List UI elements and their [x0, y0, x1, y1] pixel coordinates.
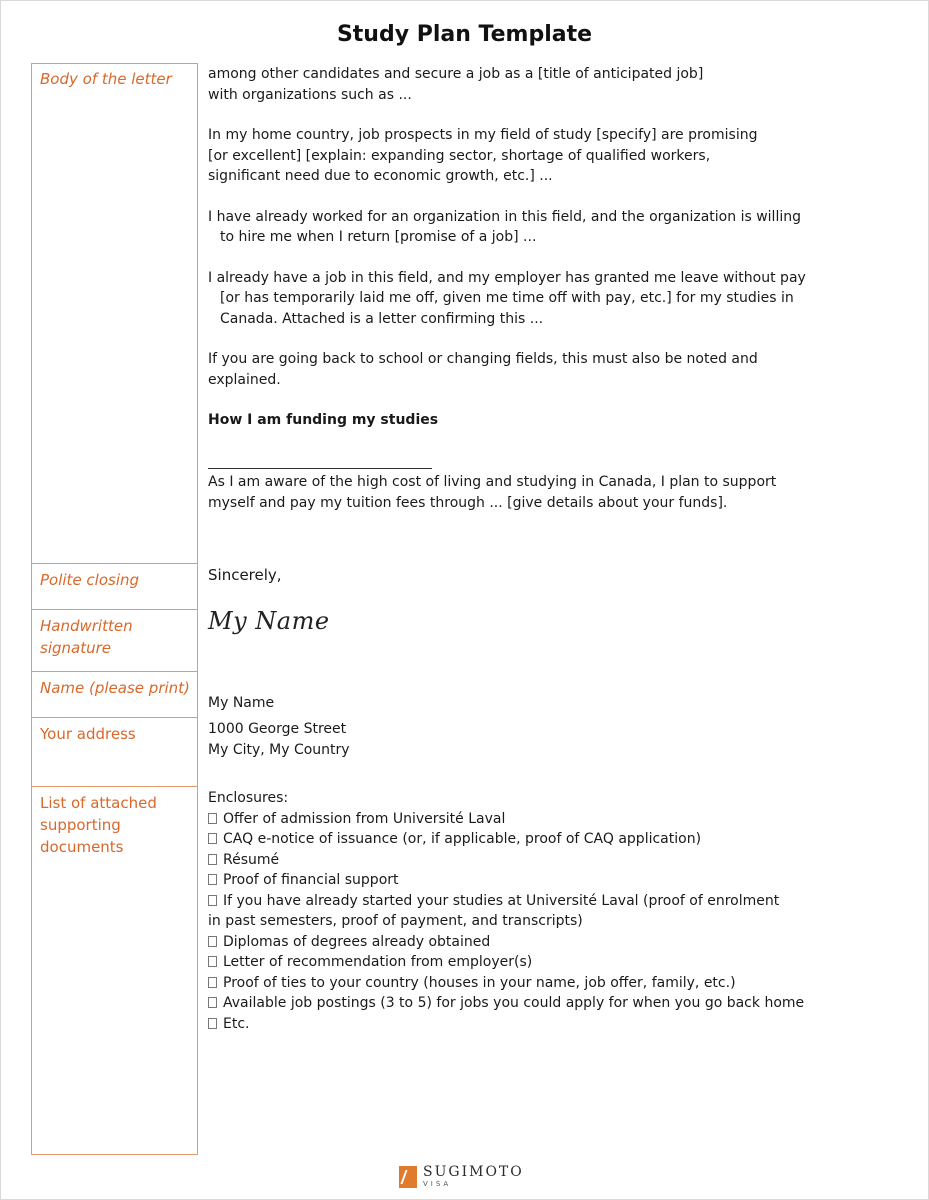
- body-paragraph-2: In my home country, job prospects in my field of study [specify] are promising [or excellent] [explain: expanding sector, shortage of qualified workers, significant need due to economic growth, etc.] ...: [208, 127, 758, 184]
- footer-logo: [399, 1165, 524, 1188]
- checkbox-icon: [208, 874, 217, 885]
- printed-name: My Name: [208, 695, 275, 711]
- brand-name: SUGIMOTO: [423, 1164, 524, 1180]
- enclosure-item: Proof of financial support: [208, 870, 828, 891]
- checkbox-icon: [208, 997, 217, 1008]
- funding-text: As I am aware of the high cost of living and studying in Canada, I plan to support myself and pay my tuition fees through ... [give details about your funds].: [208, 474, 777, 511]
- address-line-2: My City, My Country: [208, 741, 350, 758]
- address-line-1: 1000 George Street: [208, 721, 347, 737]
- checkbox-icon: [208, 895, 217, 906]
- sugimoto-logo-icon: [399, 1166, 417, 1188]
- funding-underline: [208, 468, 432, 469]
- page-title: Study Plan Template: [336, 22, 593, 47]
- checkbox-icon: [208, 936, 217, 947]
- label-your-address: Your address: [31, 718, 198, 787]
- letter-body: [208, 64, 808, 431]
- checkbox-icon: [208, 813, 217, 824]
- enclosure-item: CAQ e-notice of issuance (or, if applicable, proof of CAQ application): [208, 829, 828, 850]
- closing-text: Sincerely,: [208, 566, 282, 584]
- enclosure-item: Available job postings (3 to 5) for jobs you could apply for when you go back home: [208, 993, 828, 1014]
- label-attached-documents: List of attached supporting documents: [40, 794, 157, 856]
- label-printed-name: Name (please print): [31, 672, 198, 718]
- enclosure-item: Diplomas of degrees already obtained: [208, 932, 828, 953]
- enclosure-item: Proof of ties to your country (houses in your name, job offer, family, etc.): [208, 973, 828, 994]
- enclosure-item: Letter of recommendation from employer(s): [208, 952, 828, 973]
- funding-heading: How I am funding my studies: [208, 412, 439, 428]
- checkbox-icon: [208, 956, 217, 967]
- body-paragraph-5: If you are going back to school or changing fields, this must also be noted and explained.: [208, 351, 758, 388]
- checkbox-icon: [208, 977, 217, 988]
- body-paragraph-3: I have already worked for an organization in this field, and the organization is willing to hire me when I return [promise of a job] ...: [208, 208, 801, 245]
- address-block: [208, 719, 350, 760]
- enclosure-item: If you have already started your studies at Université Laval (proof of enrolment: [208, 891, 828, 912]
- funding-text-block: [208, 472, 808, 513]
- enclosure-item: Résumé: [208, 850, 828, 871]
- enclosures-list: [208, 788, 828, 1034]
- enclosure-continuation: in past semesters, proof of payment, and transcripts): [208, 913, 583, 929]
- handwritten-signature: My Name: [208, 607, 330, 635]
- enclosure-item: Offer of admission from Université Laval: [208, 809, 828, 830]
- enclosures-heading: Enclosures:: [208, 790, 289, 806]
- checkbox-icon: [208, 1018, 217, 1029]
- body-paragraph-4: I already have a job in this field, and my employer has granted me leave without pay [or has temporarily laid me off, given me time off with pay, etc.] for my studies in Canada. Attached is a letter confirming this ...: [208, 269, 806, 327]
- body-paragraph-1: among other candidates and secure a job as a [title of anticipated job] with organizations such as ...: [208, 66, 704, 103]
- brand-subtitle: VISA: [423, 1180, 452, 1188]
- label-polite-closing: Polite closing: [31, 564, 198, 610]
- label-handwritten-signature: Handwritten signature: [31, 610, 198, 672]
- checkbox-icon: [208, 854, 217, 865]
- checkbox-icon: [208, 833, 217, 844]
- enclosure-item: Etc.: [208, 1014, 828, 1035]
- label-body-of-letter: Body of the letter: [31, 63, 198, 564]
